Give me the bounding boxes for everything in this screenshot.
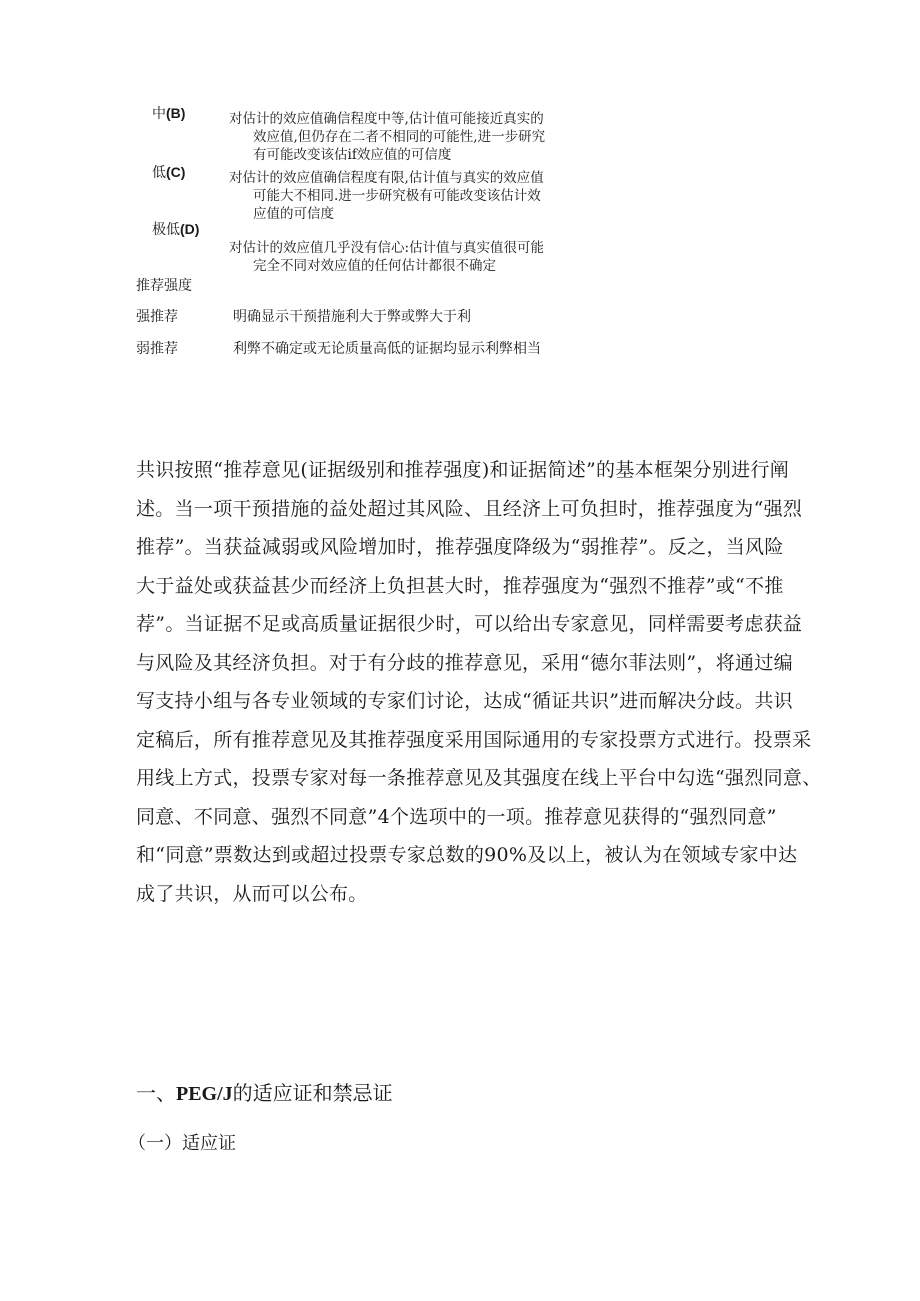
paragraph-line: 和“同意”票数达到或超过投票专家总数的90%及以上，被认为在领域专家中达: [136, 844, 798, 866]
paragraph-line: 写支持小组与各专业领域的专家们讨论，达成“循证共识”进而解决分歧。共识: [136, 690, 793, 712]
paragraph-line: 荐”。当证据不足或高质量证据很少时，可以给出专家意见，同样需要考虑获益: [136, 613, 803, 635]
paragraph-line: 用线上方式，投票专家对每一条推荐意见及其强度在线上平台中勾选“强烈同意、: [136, 767, 822, 789]
body-paragraph: [136, 451, 822, 913]
paragraph-line: 大于益处或获益甚少而经济上负担甚大时，推荐强度为“强烈不推荐”或“不推: [136, 574, 784, 597]
recommendation-desc-weak: 利弊不确定或无论质量高低的证据均显示利弊相当: [233, 341, 541, 357]
paragraph-line: 成了共识，从而可以公布。: [136, 882, 368, 905]
paragraph-line: 同意、不同意、强烈不同意”4个选项中的一项。推荐意见获得的“强烈同意”: [136, 805, 777, 828]
paragraph-line: 推荐”。当获益减弱或风险增加时，推荐强度降级为“弱推荐”。反之，当风险: [136, 536, 784, 558]
paragraph-line: 定稿后，所有推荐意见及其推荐强度采用国际通用的专家投票方式进行。投票采: [136, 728, 812, 751]
recommendation-desc-strong: 明确显示干预措施利大于弊或弊大于利: [233, 309, 471, 325]
recommendation-heading: 推荐强度: [136, 278, 192, 294]
paragraph-line: 与风险及其经济负担。对于有分歧的推荐意见，采用“德尔菲法则”，将通过编: [136, 651, 793, 674]
paragraph-line: 述。当一项干预措施的益处超过其风险、且经济上可负担时，推荐强度为“强烈: [136, 497, 803, 520]
grade-desc-d: 对估计的效应值几乎没有信心:估计值与真实值很可能 完全不同对效应值的任何估计都很不确定: [229, 240, 545, 274]
grade-desc-c: 对估计的效应值确信程度有限,估计值与真实的效应值 可能大不相同.进一步研究极有可能改变该估计效 应值的可信度: [229, 170, 544, 222]
recommendation-label: 强推荐: [136, 309, 178, 325]
grade-label-d: 极低(D): [152, 221, 200, 238]
paragraph-line: 共识按照“推荐意见(证据级别和推荐强度)和证据简述”的基本框架分别进行阐: [136, 459, 790, 481]
recommendation-row-weak: [136, 338, 178, 358]
recommendation-label: 弱推荐: [136, 341, 178, 357]
sub-heading: （一）适应证: [128, 1133, 236, 1154]
grade-desc-b: 对估计的效应值确信程度中等,估计值可能接近真实的 效应值,但仍存在二者不相同的可能性,进一步研究 有可能改变该估if效应值的可信度: [229, 111, 546, 163]
recommendation-row-strong: [136, 306, 178, 326]
grade-label-b: 中(B): [152, 105, 186, 122]
section-heading: 一、PEG/J的适应证和禁忌证: [136, 1081, 393, 1105]
grade-label-c: 低(C): [152, 164, 186, 181]
